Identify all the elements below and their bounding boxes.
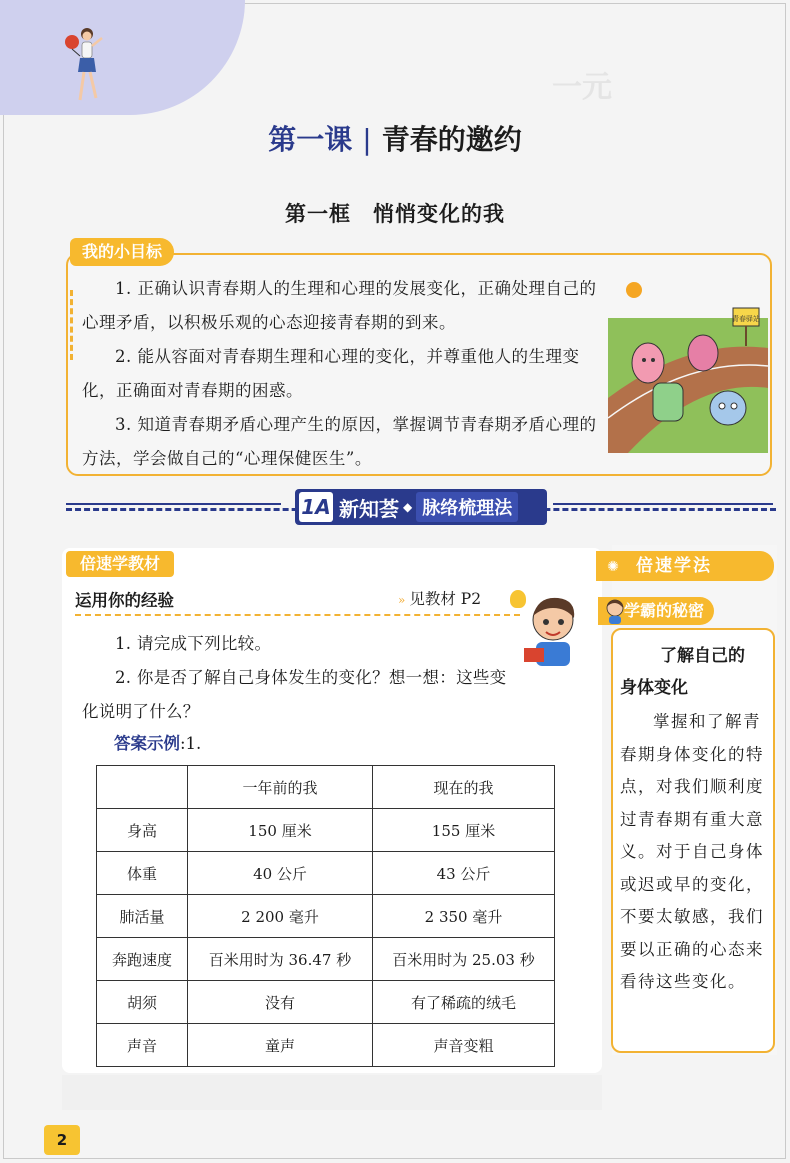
cartoon-illustration [608, 278, 768, 453]
section-banner [295, 489, 547, 525]
table-cell: 身高 [97, 809, 188, 852]
student-avatar-icon [604, 598, 626, 624]
see-textbook-ref: » 见教材 P2 [398, 590, 482, 608]
diamond-icon: ◆ [403, 500, 413, 514]
table-cell: 2 350 毫升 [373, 895, 555, 938]
lesson-title [0, 118, 790, 158]
balloon-icon [65, 35, 79, 49]
table-row [97, 981, 555, 1024]
experience-title: 运用你的经验 [75, 591, 174, 610]
method-tag: ✺ 倍速学法 [596, 551, 774, 581]
section-logo: 1A [299, 492, 333, 522]
questions [82, 627, 522, 729]
goals-text [82, 272, 607, 476]
table-cell: 没有 [188, 981, 373, 1024]
page-number: 2 [44, 1125, 80, 1155]
table-cell: 肺活量 [97, 895, 188, 938]
banner-line-right [553, 503, 773, 505]
table-cell: 童声 [188, 1024, 373, 1067]
bottom-fade [62, 1075, 602, 1110]
table-cell: 胡须 [97, 981, 188, 1024]
table-cell: 百米用时为 25.03 秒 [373, 938, 555, 981]
table-row [97, 852, 555, 895]
secret-title: 了解自己的 身体变化 [620, 646, 745, 698]
table-row [97, 938, 555, 981]
question-2: 2. 你是否了解自己身体发生的变化？想一想：这些变化说明了什么？ [82, 668, 507, 721]
title-divider: | [362, 123, 372, 156]
experience-divider [75, 614, 520, 616]
table-header-cell [97, 766, 188, 809]
textbook-tag: 倍速学教材 [66, 551, 174, 577]
faint-background-text: 一元 [552, 70, 612, 105]
table-cell: 奔跑速度 [97, 938, 188, 981]
girl-illustration [60, 20, 110, 108]
boy-illustration [518, 590, 588, 670]
table-cell: 40 公斤 [188, 852, 373, 895]
section-subtitle: 脉络梳理法 [416, 492, 518, 522]
book-icon [524, 648, 544, 662]
comparison-table [96, 765, 555, 1067]
table-cell: 百米用时为 36.47 秒 [188, 938, 373, 981]
goals-dash-decoration [70, 290, 76, 360]
question-1: 1. 请完成下列比较。 [115, 634, 272, 653]
table-header-row [97, 766, 555, 809]
table-cell: 体重 [97, 852, 188, 895]
sign-text: 青春驿站 [732, 315, 760, 323]
table-row [97, 895, 555, 938]
goals-tag: 我的小目标 [70, 238, 174, 266]
table-cell: 43 公斤 [373, 852, 555, 895]
lesson-name: 青春的邀约 [381, 123, 522, 156]
lesson-number: 第一课 [268, 123, 353, 156]
goal-item-1: 1. 正确认识青春期人的生理和心理的发展变化，正确处理自己的心理矛盾，以积极乐观的心态迎接青春期的到来。 [82, 279, 597, 332]
section-title: 新知荟 [339, 496, 399, 521]
table-cell: 150 厘米 [188, 809, 373, 852]
table-cell: 声音变粗 [373, 1024, 555, 1067]
table-cell: 155 厘米 [373, 809, 555, 852]
frame-title: 第一框 悄悄变化的我 [285, 202, 505, 226]
secret-body: 掌握和了解青春期身体变化的特点，对我们顺利度过青春期有重大意义。对于自己身体或迟或早的变化，不要太敏感，我们要以正确的心态来看待这些变化。 [620, 712, 764, 991]
table-row [97, 809, 555, 852]
table-cell: 2 200 毫升 [188, 895, 373, 938]
double-arrow-icon: » [398, 593, 406, 607]
table-header-cell: 现在的我 [373, 766, 555, 809]
table-cell: 有了稀疏的绒毛 [373, 981, 555, 1024]
table-header-cell: 一年前的我 [188, 766, 373, 809]
goal-item-3: 3. 知道青春期矛盾心理产生的原因，掌握调节青春期矛盾心理的方法，学会做自己的“心理保健医生”。 [82, 415, 597, 468]
sun-icon [626, 282, 642, 298]
banner-line-left [66, 503, 281, 505]
table-cell: 声音 [97, 1024, 188, 1067]
lightbulb-icon: ✺ [607, 559, 619, 575]
table-row [97, 1024, 555, 1067]
goal-item-2: 2. 能从容面对青春期生理和心理的变化，并尊重他人的生理变化，正确面对青春期的困惑。 [82, 347, 580, 400]
secret-tag: 学霸的秘密 [598, 597, 714, 625]
answer-example: 答案示例:1. [114, 734, 202, 753]
